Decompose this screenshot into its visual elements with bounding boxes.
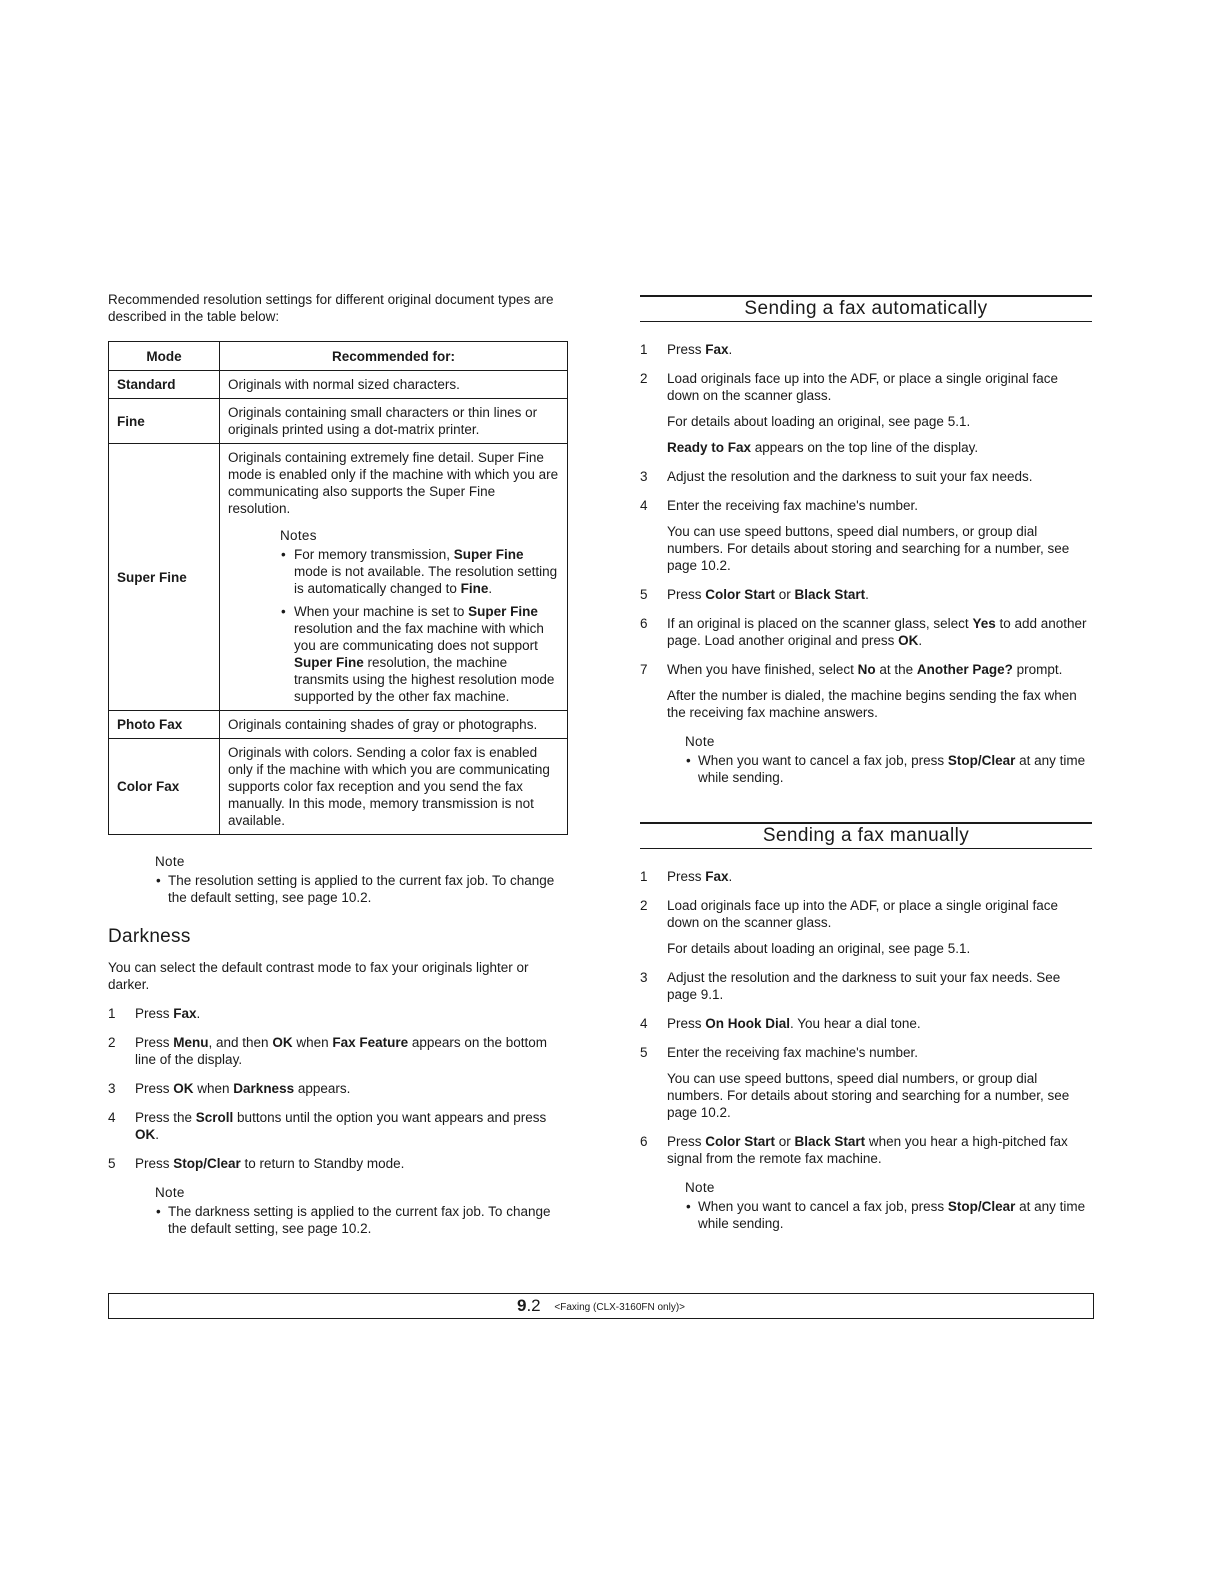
manual-fax-steps: [640, 868, 1092, 1167]
list-item: • When your machine is set to Super Fine resolution and the fax machine with which you are communicating does not support Super Fine resolution, the machine transmits using the highest resolution mode supported by the other fax machine.: [280, 603, 559, 705]
manual-fax-heading: Sending a fax manually: [640, 822, 1092, 849]
list-item: 3 Adjust the resolution and the darkness to suit your fax needs. See page 9.1.: [640, 970, 1061, 1002]
darkness-note: [155, 1184, 568, 1237]
manual-fax-note: [685, 1179, 1092, 1232]
list-item: 3 Adjust the resolution and the darkness to suit your fax needs.: [640, 469, 1033, 484]
list-item: 1 Press Fax.: [108, 1006, 201, 1021]
note-title: Note: [155, 1185, 185, 1200]
darkness-heading: Darkness: [108, 926, 191, 947]
table-row: [109, 444, 568, 711]
right-column: [640, 295, 1092, 1232]
list-item: 1 Press Fax.: [640, 342, 733, 357]
resolution-note: [155, 853, 568, 906]
list-item: 4 Press On Hook Dial. You hear a dial tone.: [640, 1016, 921, 1031]
desc-cell: Originals containing shades of gray or photographs.: [220, 711, 568, 739]
auto-fax-steps: [640, 341, 1092, 721]
notes-list: [280, 546, 559, 705]
desc-cell: [220, 444, 568, 711]
resolution-table: [108, 341, 568, 835]
list-item: • When you want to cancel a fax job, press Stop/Clear at any time while sending.: [685, 1198, 1092, 1232]
mode-cell: Color Fax: [109, 739, 220, 835]
list-item: • For memory transmission, Super Fine mode is not available. The resolution setting is automatically changed to Fine.: [280, 546, 559, 597]
table-header-row: [109, 342, 568, 371]
list-item: 4 Enter the receiving fax machine's number. You can use speed buttons, speed dial numbers, or group dial numbers. For details about storing and searching for a number, see page 10.2.: [640, 498, 1070, 573]
note-title: Note: [685, 734, 715, 749]
page-footer: [108, 1293, 1094, 1319]
note-list: [155, 872, 568, 906]
header-recommended: Recommended for:: [220, 342, 568, 371]
table-row: [109, 371, 568, 399]
list-item: • The resolution setting is applied to the current fax job. To change the default setting, see page 10.2.: [155, 872, 568, 906]
chapter-title: <Faxing (CLX-3160FN only)>: [554, 1302, 686, 1313]
list-item: 4 Press the Scroll buttons until the option you want appears and press OK.: [108, 1110, 547, 1142]
mode-cell: Standard: [109, 371, 220, 399]
list-item: 2 Load originals face up into the ADF, or place a single original face down on the scanner glass. For details about loading an original, see page 5.1. Ready to Fax appears on the top line of the display.: [640, 371, 1058, 455]
desc-cell: Originals with normal sized characters.: [220, 371, 568, 399]
desc-cell: Originals with colors. Sending a color fax is enabled only if the machine with which you are communicating supports color fax reception and you send the fax manually. In this mode, memory transmission is not available.: [220, 739, 568, 835]
list-item: 1 Press Fax.: [640, 869, 733, 884]
list-item: 5 Press Stop/Clear to return to Standby mode.: [108, 1156, 405, 1171]
note-title: Note: [685, 1180, 715, 1195]
auto-fax-heading: Sending a fax automatically: [640, 295, 1092, 322]
header-mode: Mode: [109, 342, 220, 371]
darkness-intro: You can select the default contrast mode to fax your originals lighter or darker.: [108, 960, 529, 992]
note-list: [155, 1203, 568, 1237]
list-item: • When you want to cancel a fax job, press Stop/Clear at any time while sending.: [685, 752, 1092, 786]
superfine-notes: [280, 527, 559, 705]
table-intro: Recommended resolution settings for different original document types are described in the table below:: [108, 292, 554, 324]
auto-fax-note: [685, 733, 1092, 786]
note-title: Note: [155, 854, 185, 869]
desc-cell: Originals containing small characters or thin lines or originals printed using a dot-matrix printer.: [220, 399, 568, 444]
superfine-desc: Originals containing extremely fine detail. Super Fine mode is enabled only if the machine with which you are communicating also supports the Super Fine resolution.: [228, 450, 559, 516]
list-item: 6 If an original is placed on the scanner glass, select Yes to add another page. Load another original and press OK.: [640, 616, 1087, 648]
list-item: 6 Press Color Start or Black Start when you hear a high-pitched fax signal from the remote fax machine.: [640, 1134, 1068, 1166]
table-row: [109, 739, 568, 835]
list-item: 5 Enter the receiving fax machine's number. You can use speed buttons, speed dial numbers, or group dial numbers. For details about storing and searching for a number, see page 10.2.: [640, 1045, 1070, 1120]
list-item: • The darkness setting is applied to the current fax job. To change the default setting, see page 10.2.: [155, 1203, 568, 1237]
list-item: 3 Press OK when Darkness appears.: [108, 1081, 351, 1096]
table-row: [109, 711, 568, 739]
list-item: 5 Press Color Start or Black Start.: [640, 587, 869, 602]
list-item: 2 Load originals face up into the ADF, or place a single original face down on the scanner glass. For details about loading an original, see page 5.1.: [640, 898, 1058, 956]
table-row: [109, 399, 568, 444]
darkness-steps: [108, 1005, 568, 1172]
notes-title: Notes: [280, 528, 317, 543]
page-number: 9.2: [516, 1296, 541, 1315]
mode-cell: Fine: [109, 399, 220, 444]
note-list: [685, 1198, 1092, 1232]
note-list: [685, 752, 1092, 786]
mode-cell: Super Fine: [109, 444, 220, 711]
left-column: [108, 291, 568, 1237]
list-item: 2 Press Menu, and then OK when Fax Feature appears on the bottom line of the display.: [108, 1035, 547, 1067]
mode-cell: Photo Fax: [109, 711, 220, 739]
list-item: 7 When you have finished, select No at the Another Page? prompt. After the number is dialed, the machine begins sending the fax when the receiving fax machine answers.: [640, 662, 1077, 720]
